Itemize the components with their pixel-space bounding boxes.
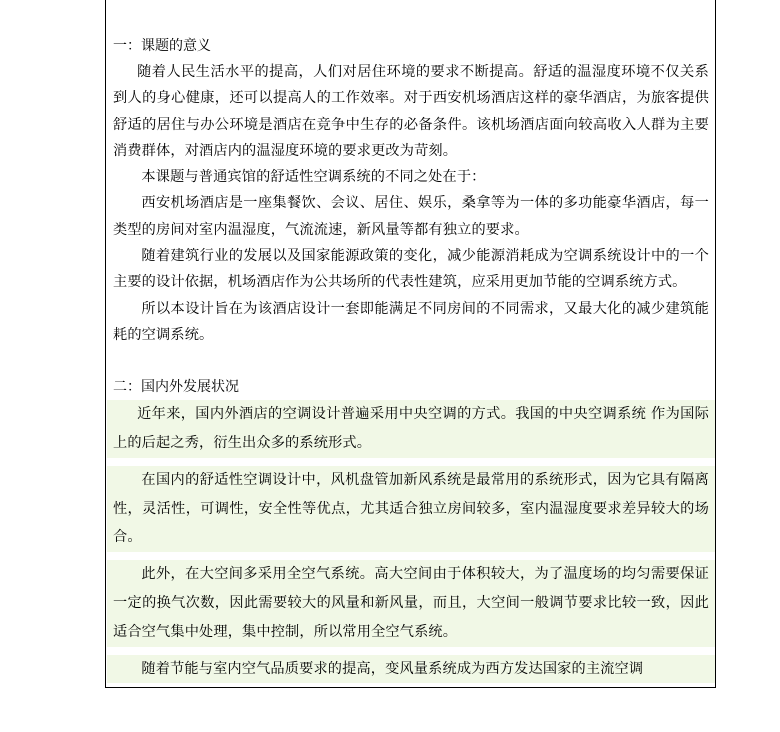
paragraph: 随着建筑行业的发展以及国家能源政策的变化，减少能源消耗成为空调系统设计中的一个主要的设计依据，机场酒店作为公共场所的代表性建筑，应采用更加节能的空调系统方式。 bbox=[113, 248, 709, 291]
paragraph: 西安机场酒店是一座集餐饮、会议、居住、娱乐，桑拿等为一体的多功能豪华酒店，每一类型的房间对室内温湿度，气流流速，新风量等都有独立的要求。 bbox=[113, 195, 709, 238]
paragraph-gap bbox=[107, 647, 715, 655]
paragraph: 此外，在大空间多采用全空气系统。高大空间由于体积较大，为了温度场的均匀需要保证一定的换气次数，因此需要较大的风量和新风量，而且，大空间一般调节要求比较一致，因此适合空气集中处理，集中控制，所以常用全空气系统。 bbox=[113, 566, 709, 640]
paragraph: 本课题与普通宾馆的舒适性空调系统的不同之处在于： bbox=[141, 169, 486, 186]
paragraph: 随着人民生活水平的提高，人们对居住环境的要求不断提高。舒适的温湿度环境不仅关系到人的身心健康，还可以提高人的工作效率。对于西安机场酒店这样的豪华酒店，为旅客提供舒适的居住与办公环境是酒店在竞争中生存的必备条件。该机场酒店面向较高收入人群为主要消费群体，对酒店内的温湿度环境的要求更改为苛刻。 bbox=[113, 64, 709, 159]
paragraph: 在国内的舒适性空调设计中，风机盘管加新风系统是最常用的系统形式，因为它具有隔离性，灵活性，可调性，安全性等优点，尤其适合独立房间较多，室内温湿度要求差异较大的场合。 bbox=[113, 471, 709, 546]
highlighted-paragraph bbox=[107, 466, 715, 552]
paragraph: 所以本设计旨在为该酒店设计一套即能满足不同房间的不同需求，又最大化的减少建筑能耗的空调系统。 bbox=[113, 300, 709, 343]
section-spacer bbox=[113, 348, 709, 374]
cell-content bbox=[113, 33, 709, 683]
paragraph: 随着节能与室内空气品质要求的提高，变风量系统成为西方发达国家的主流空调 bbox=[141, 660, 644, 677]
table-cell bbox=[105, 0, 716, 688]
section-heading-development-status: 二：国内外发展状况 bbox=[113, 379, 239, 396]
highlighted-paragraph bbox=[107, 560, 715, 646]
paragraph: 近年来，国内外酒店的空调设计普遍采用中央空调的方式。我国的中央空调系统 作为国际上的后起之秀，衍生出众多的系统形式。 bbox=[113, 406, 709, 452]
highlighted-paragraph bbox=[107, 400, 715, 458]
highlighted-paragraph bbox=[107, 655, 715, 684]
paragraph-gap bbox=[107, 458, 715, 466]
section-heading-significance: 一：课题的意义 bbox=[113, 38, 211, 54]
paragraph-gap bbox=[107, 552, 715, 560]
